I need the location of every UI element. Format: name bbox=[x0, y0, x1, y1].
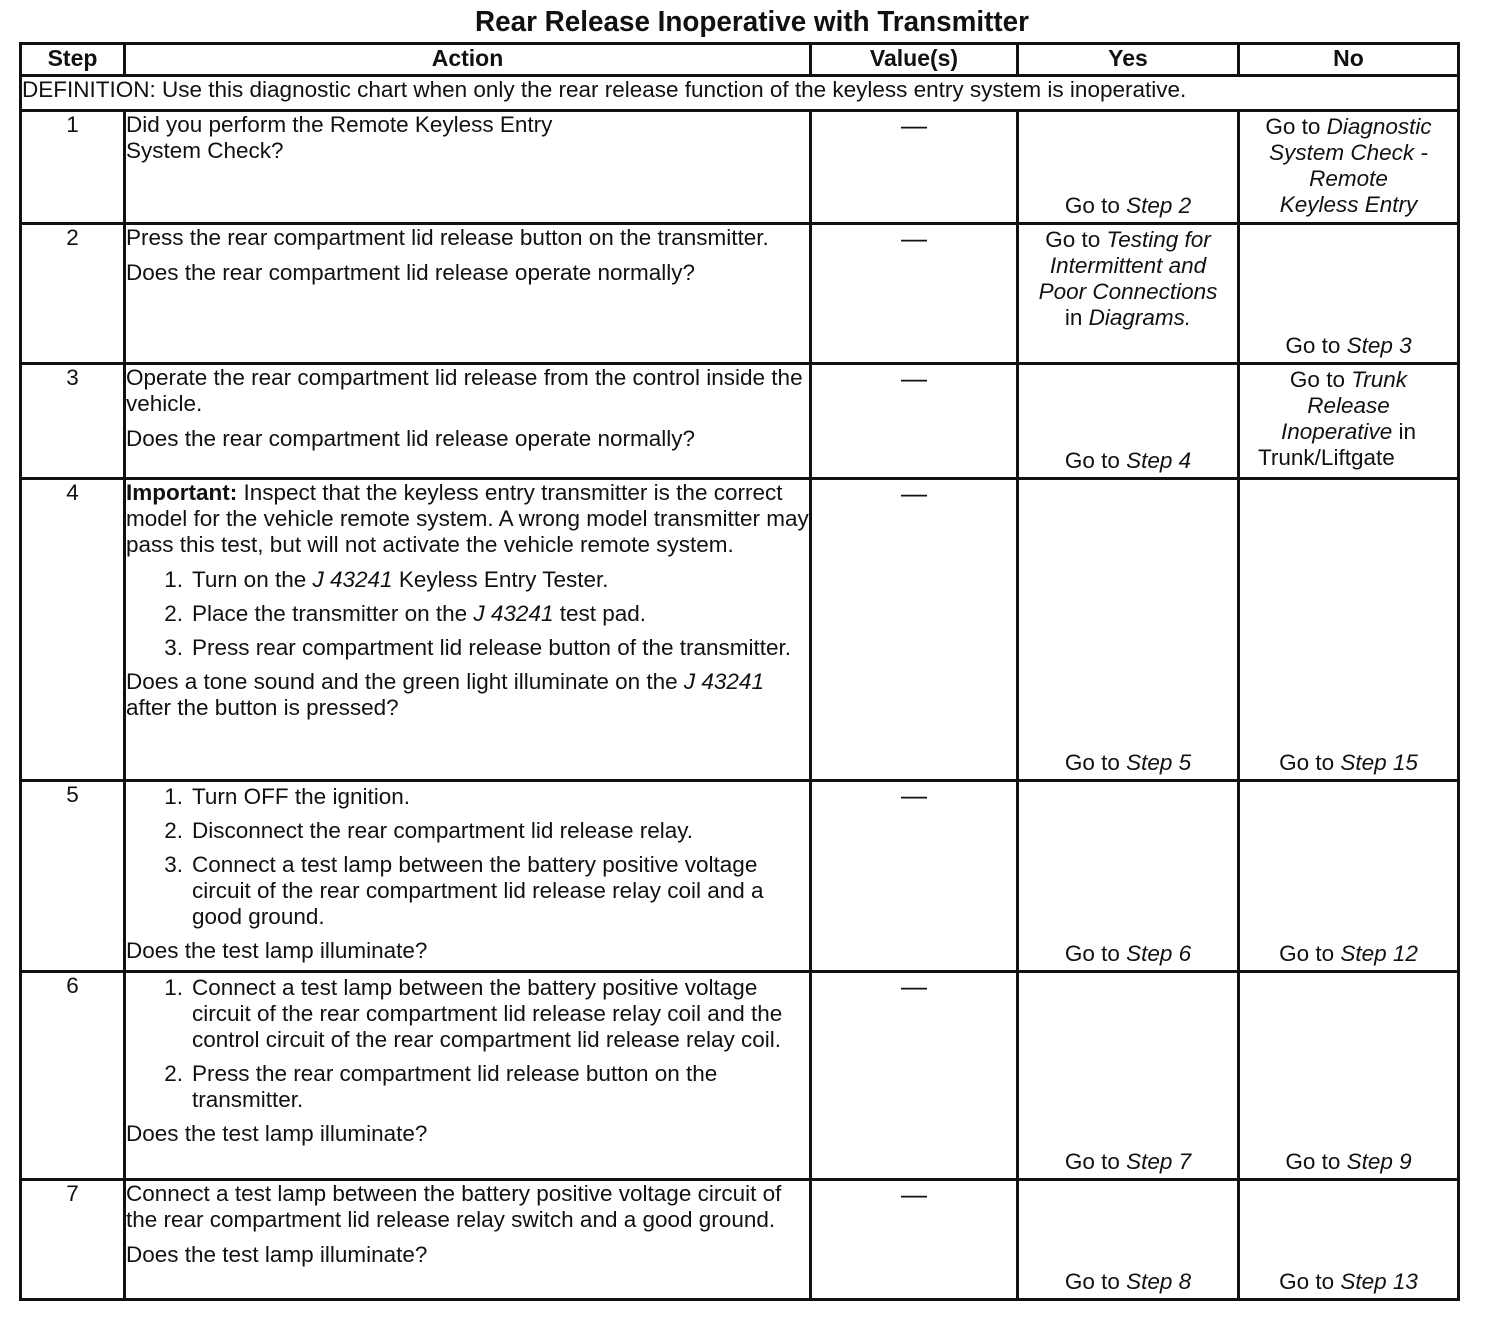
value-cell: — bbox=[811, 224, 1018, 364]
header-action: Action bbox=[125, 44, 811, 76]
list-item bbox=[126, 784, 809, 810]
action-question: Does the test lamp illuminate? bbox=[126, 1242, 428, 1267]
goto-link[interactable]: Diagnostic bbox=[1326, 114, 1432, 139]
diagnostic-table bbox=[19, 42, 1460, 1301]
step-number: 7 bbox=[21, 1180, 125, 1300]
tool-ref: J 43241 bbox=[683, 669, 764, 694]
list-item bbox=[126, 601, 809, 627]
goto-prefix: Go to bbox=[1064, 750, 1127, 775]
goto-link[interactable]: Keyless Entry bbox=[1279, 192, 1418, 217]
step-number: 2 bbox=[21, 224, 125, 364]
goto-link[interactable]: Step 15 bbox=[1340, 750, 1418, 775]
list-item bbox=[126, 1061, 809, 1113]
value-cell: — bbox=[811, 972, 1018, 1180]
list-text: Turn OFF the ignition. bbox=[192, 784, 411, 809]
goto-link[interactable]: Step 13 bbox=[1340, 1269, 1418, 1294]
question-text: Does a tone sound and the green light illuminate on the bbox=[126, 669, 684, 694]
list-item bbox=[126, 818, 809, 844]
action-cell bbox=[125, 781, 811, 972]
goto-link[interactable]: Trunk bbox=[1351, 367, 1408, 392]
goto-link[interactable]: Step 6 bbox=[1126, 941, 1192, 966]
important-note bbox=[126, 480, 809, 558]
no-cell bbox=[1239, 364, 1459, 479]
header-no: No bbox=[1239, 44, 1459, 76]
list-item bbox=[126, 852, 809, 930]
table-row bbox=[21, 1180, 1459, 1300]
action-question: Does the test lamp illuminate? bbox=[126, 1121, 428, 1146]
goto-link[interactable]: Remote bbox=[1309, 166, 1388, 191]
yes-cell bbox=[1018, 111, 1239, 224]
table-row bbox=[21, 364, 1459, 479]
list-text: Turn on the bbox=[192, 567, 313, 592]
goto-prefix: Go to bbox=[1279, 1269, 1341, 1294]
list-number: 2. bbox=[164, 1061, 183, 1086]
action-text: Did you perform the Remote Keyless Entry bbox=[126, 112, 553, 137]
action-question: Does the rear compartment lid release operate normally? bbox=[126, 426, 696, 451]
action-text: Operate the rear compartment lid release from the control inside the vehicle. bbox=[126, 365, 803, 416]
step-number: 1 bbox=[21, 111, 125, 224]
yes-cell bbox=[1018, 479, 1239, 781]
list-item bbox=[126, 975, 809, 1053]
no-cell bbox=[1239, 111, 1459, 224]
goto-link[interactable]: Step 5 bbox=[1126, 750, 1192, 775]
action-cell bbox=[125, 972, 811, 1180]
action-question bbox=[126, 669, 809, 721]
value-cell: — bbox=[811, 364, 1018, 479]
goto-link[interactable]: System Check - bbox=[1269, 140, 1428, 165]
goto-prefix: Go to bbox=[1279, 941, 1341, 966]
goto-link[interactable]: Release bbox=[1307, 393, 1390, 418]
goto-prefix: Go to bbox=[1279, 750, 1341, 775]
tool-ref: J 43241 bbox=[473, 601, 554, 626]
goto-text: Trunk/Liftgate bbox=[1258, 445, 1395, 470]
yes-cell bbox=[1018, 224, 1239, 364]
goto-prefix: Go to bbox=[1064, 448, 1127, 473]
goto-link[interactable]: Step 2 bbox=[1126, 193, 1192, 218]
list-number: 2. bbox=[164, 601, 183, 626]
list-number: 1. bbox=[164, 567, 183, 592]
yes-cell bbox=[1018, 972, 1239, 1180]
step-list bbox=[126, 567, 809, 661]
goto-link[interactable]: Intermittent and bbox=[1049, 253, 1207, 278]
table-row bbox=[21, 224, 1459, 364]
value-cell: — bbox=[811, 479, 1018, 781]
list-text: Keyless Entry Tester. bbox=[392, 567, 609, 592]
table-row bbox=[21, 111, 1459, 224]
no-cell bbox=[1239, 224, 1459, 364]
step-list bbox=[126, 975, 809, 1113]
goto-prefix: Go to bbox=[1285, 1149, 1347, 1174]
goto-link[interactable]: Step 12 bbox=[1340, 941, 1418, 966]
list-text: Disconnect the rear compartment lid release relay. bbox=[192, 818, 694, 843]
important-label: Important: bbox=[126, 480, 238, 505]
page-title: Rear Release Inoperative with Transmitter bbox=[475, 6, 1029, 38]
header-step: Step bbox=[21, 44, 125, 76]
action-cell bbox=[125, 479, 811, 781]
action-cell bbox=[125, 224, 811, 364]
header-row bbox=[21, 44, 1459, 76]
question-text: after the button is pressed? bbox=[126, 695, 399, 720]
yes-cell bbox=[1018, 781, 1239, 972]
no-cell bbox=[1239, 1180, 1459, 1300]
step-number: 6 bbox=[21, 972, 125, 1180]
list-text: Connect a test lamp between the battery positive voltage circuit of the rear compartment lid release relay coil and a good ground. bbox=[192, 852, 764, 929]
list-number: 3. bbox=[164, 635, 183, 660]
header-values: Value(s) bbox=[811, 44, 1018, 76]
action-text: Press the rear compartment lid release button on the transmitter. bbox=[126, 225, 769, 250]
step-number: 5 bbox=[21, 781, 125, 972]
action-question: Does the rear compartment lid release operate normally? bbox=[126, 260, 696, 285]
list-item bbox=[126, 567, 809, 593]
list-text: Connect a test lamp between the battery positive voltage circuit of the rear compartment lid release relay coil and the control circuit of the rear compartment lid release relay coil. bbox=[192, 975, 783, 1052]
no-cell bbox=[1239, 781, 1459, 972]
list-number: 1. bbox=[164, 784, 183, 809]
yes-cell bbox=[1018, 1180, 1239, 1300]
action-text: System Check? bbox=[126, 138, 284, 163]
goto-link[interactable]: Step 8 bbox=[1126, 1269, 1192, 1294]
value-cell: — bbox=[811, 111, 1018, 224]
action-cell bbox=[125, 364, 811, 479]
no-cell bbox=[1239, 972, 1459, 1180]
goto-prefix: Go to bbox=[1064, 1269, 1127, 1294]
list-number: 1. bbox=[164, 975, 183, 1000]
goto-prefix: Go to bbox=[1265, 114, 1327, 139]
value-cell: — bbox=[811, 1180, 1018, 1300]
goto-link[interactable]: Testing for bbox=[1106, 227, 1211, 252]
goto-text: in bbox=[1064, 305, 1089, 330]
definition-row bbox=[21, 76, 1459, 111]
value-cell: — bbox=[811, 781, 1018, 972]
action-cell bbox=[125, 1180, 811, 1300]
no-cell bbox=[1239, 479, 1459, 781]
header-yes: Yes bbox=[1018, 44, 1239, 76]
goto-link[interactable]: Step 4 bbox=[1126, 448, 1192, 473]
action-cell bbox=[125, 111, 811, 224]
goto-link[interactable]: Step 9 bbox=[1346, 1149, 1412, 1174]
goto-link[interactable]: Step 7 bbox=[1126, 1149, 1192, 1174]
list-text: Press rear compartment lid release button of the transmitter. bbox=[192, 635, 792, 660]
action-question: Does the test lamp illuminate? bbox=[126, 938, 428, 963]
goto-prefix: Go to bbox=[1064, 193, 1127, 218]
goto-prefix: Go to bbox=[1045, 227, 1107, 252]
goto-link[interactable]: Step 3 bbox=[1346, 333, 1412, 358]
list-text: Press the rear compartment lid release button on the transmitter. bbox=[192, 1061, 718, 1112]
goto-prefix: Go to bbox=[1064, 1149, 1127, 1174]
list-number: 2. bbox=[164, 818, 183, 843]
goto-prefix: Go to bbox=[1285, 333, 1347, 358]
table-row bbox=[21, 972, 1459, 1180]
list-number: 3. bbox=[164, 852, 183, 877]
yes-cell bbox=[1018, 364, 1239, 479]
goto-prefix: Go to bbox=[1289, 367, 1352, 392]
table-row bbox=[21, 479, 1459, 781]
action-text: Connect a test lamp between the battery positive voltage circuit of the rear compartment lid release relay switch and a good ground. bbox=[126, 1181, 782, 1232]
list-text: Place the transmitter on the bbox=[192, 601, 474, 626]
goto-text: in bbox=[1392, 419, 1417, 444]
table-row bbox=[21, 781, 1459, 972]
goto-prefix: Go to bbox=[1064, 941, 1127, 966]
step-list bbox=[126, 784, 809, 930]
list-item bbox=[126, 635, 809, 661]
goto-link[interactable]: Diagrams. bbox=[1088, 305, 1192, 330]
tool-ref: J 43241 bbox=[312, 567, 393, 592]
step-number: 4 bbox=[21, 479, 125, 781]
list-text: test pad. bbox=[553, 601, 647, 626]
goto-link[interactable]: Poor Connections bbox=[1038, 279, 1218, 304]
important-text: Inspect that the keyless entry transmitter is the correct model for the vehicle remote system. A wrong model transmitter may pass this test, but will not activate the vehicle remote system. bbox=[126, 480, 809, 557]
definition-text: DEFINITION: Use this diagnostic chart when only the rear release function of the keyless entry system is inoperative. bbox=[21, 76, 1459, 111]
goto-link[interactable]: Inoperative bbox=[1280, 419, 1393, 444]
step-number: 3 bbox=[21, 364, 125, 479]
